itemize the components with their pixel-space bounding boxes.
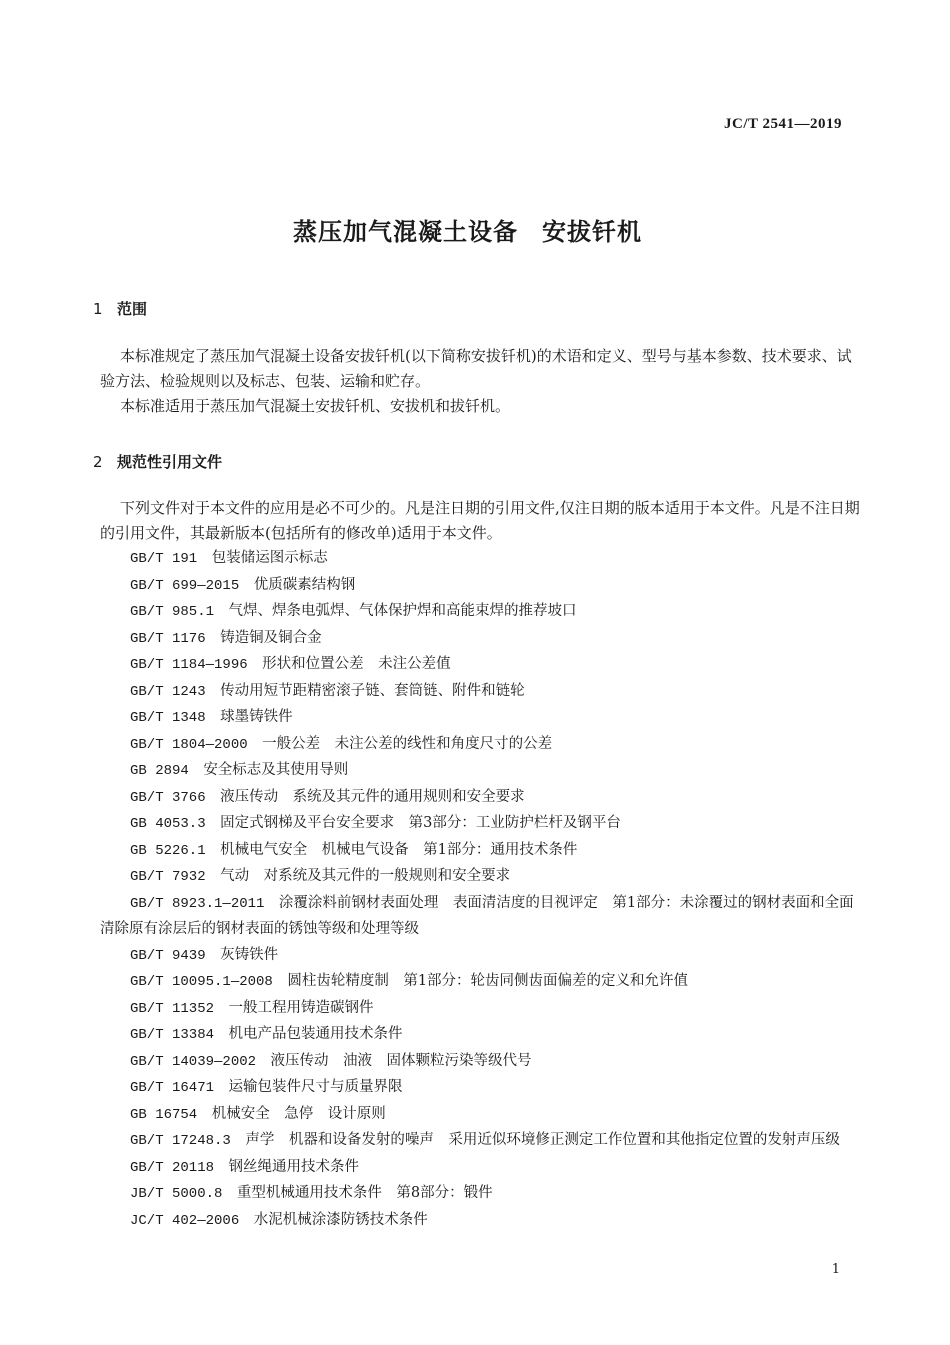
reference-item: [100, 1128, 860, 1155]
reference-code: GB/T 7932: [130, 869, 206, 885]
reference-title: 气焊、焊条电弧焊、气体保护焊和高能束焊的推荐坡口: [228, 603, 577, 619]
reference-code: GB/T 699—2015: [130, 577, 240, 594]
reference-item: [100, 573, 860, 600]
reference-code: GB/T 1184—1996: [130, 657, 248, 673]
reference-code: JC/T 402—2006: [130, 1212, 240, 1229]
reference-code: GB/T 16471: [130, 1080, 215, 1096]
reference-code: GB/T 10095.1—2008: [130, 974, 273, 990]
section-number: 2: [93, 453, 103, 471]
reference-title: 安全标志及其使用导则: [203, 762, 349, 778]
reference-item: [100, 546, 860, 573]
reference-title: 固定式钢梯及平台安全要求 第3部分：工业防护栏杆及钢平台: [220, 815, 621, 831]
reference-item: [100, 811, 860, 838]
reference-item: [100, 1155, 860, 1182]
reference-title: 机械安全 急停 设计原则: [211, 1105, 386, 1122]
reference-item: [100, 599, 860, 626]
reference-item: [100, 1049, 860, 1076]
reference-title: 铸造铜及铜合金: [220, 629, 322, 646]
reference-code: GB/T 1176: [130, 630, 206, 647]
reference-code: GB/T 13384: [130, 1027, 215, 1043]
standard-code: JC/T 2541—2019: [724, 116, 842, 132]
document-title: [0, 212, 935, 247]
reference-item: [100, 891, 860, 943]
reference-code: GB/T 17248.3: [130, 1133, 231, 1149]
reference-code: GB/T 20118: [130, 1159, 215, 1176]
scope-paragraph-2: 本标准适用于蒸压加气混凝土安拔钎机、安拔机和拔钎机。: [120, 397, 511, 415]
reference-item: [100, 652, 860, 679]
reference-title: 一般公差 未注公差的线性和角度尺寸的公差: [262, 735, 553, 752]
section-1-heading: [93, 298, 147, 319]
reference-title: 形状和位置公差 未注公差值: [262, 656, 451, 672]
reference-code: GB 2894: [130, 763, 189, 779]
references-intro: 下列文件对于本文件的应用是必不可少的。凡是注日期的引用文件,仅注日期的版本适用于本文件。凡是不注日期的引用文件，其最新版本(包括所有的修改单)适用于本文件。: [100, 499, 860, 542]
reference-title: 圆柱齿轮精度制 第1部分：轮齿同侧齿面偏差的定义和允许值: [287, 973, 689, 989]
reference-code: GB 5226.1: [130, 842, 206, 859]
reference-item: [100, 1181, 860, 1208]
reference-item: [100, 1102, 860, 1129]
reference-title: 重型机械通用技术条件 第8部分：锻件: [236, 1185, 493, 1201]
reference-code: GB/T 1348: [130, 710, 206, 726]
reference-title: 液压传动 油液 固体颗粒污染等级代号: [270, 1052, 532, 1069]
reference-code: GB 16754: [130, 1106, 198, 1123]
reference-title: 球墨铸铁件: [220, 709, 293, 725]
reference-item: [100, 1022, 860, 1049]
reference-item: [100, 758, 860, 785]
reference-code: GB/T 8923.1—2011: [130, 895, 265, 912]
reference-code: GB/T 14039—2002: [130, 1053, 257, 1070]
reference-title: 液压传动 系统及其元件的通用规则和安全要求: [220, 788, 525, 805]
reference-item: [100, 864, 860, 891]
reference-title: 运输包装件尺寸与质量界限: [228, 1079, 403, 1095]
reference-code: GB/T 9439: [130, 947, 206, 964]
reference-code: GB/T 3766: [130, 789, 206, 806]
section-2-heading: [93, 451, 222, 472]
reference-title: 优质碳素结构钢: [253, 576, 356, 593]
section-title: 规范性引用文件: [117, 453, 223, 471]
reference-title: 机电产品包装通用技术条件: [228, 1026, 403, 1042]
title-part2: 安拔钎机: [542, 218, 642, 246]
reference-title: 气动 对系统及其元件的一般规则和安全要求: [220, 868, 511, 884]
reference-item: [100, 996, 860, 1023]
reference-title: 水泥机械涂漆防锈技术条件: [253, 1211, 428, 1228]
reference-code: GB 4053.3: [130, 816, 206, 832]
title-part1: 蒸压加气混凝土设备: [293, 218, 518, 246]
reference-title: 传动用短节距精密滚子链、套筒链、附件和链轮: [220, 682, 525, 699]
reference-item: [100, 705, 860, 732]
reference-code: GB/T 985.1: [130, 604, 215, 620]
reference-item: [100, 1075, 860, 1102]
reference-title: 钢丝绳通用技术条件: [228, 1158, 360, 1175]
reference-item: [100, 838, 860, 865]
reference-code: GB/T 11352: [130, 1000, 215, 1017]
reference-item: [100, 626, 860, 653]
reference-title: 包装储运图示标志: [211, 550, 328, 566]
page-number: 1: [831, 1262, 840, 1277]
reference-title: 机械电气安全 机械电气设备 第1部分：通用技术条件: [220, 841, 578, 858]
reference-title: 灰铸铁件: [220, 946, 279, 963]
reference-code: GB/T 191: [130, 551, 198, 567]
reference-item: [100, 732, 860, 759]
reference-code: JB/T 5000.8: [130, 1186, 223, 1202]
reference-item: [100, 1208, 860, 1235]
reference-item: [100, 943, 860, 970]
reference-list: [100, 546, 860, 1234]
reference-title: 涂覆涂料前钢材表面处理 表面清洁度的目视评定 第1部分：未涂覆过的钢材表面和全面清除原有涂层后的钢材表面的锈蚀等级和处理等级: [100, 894, 854, 937]
scope-paragraph-1: 本标准规定了蒸压加气混凝土设备安拔钎机(以下简称安拔钎机)的术语和定义、型号与基本参数、技术要求、试验方法、检验规则以及标志、包装、运输和贮存。: [100, 347, 852, 390]
reference-title: 一般工程用铸造碳钢件: [228, 999, 374, 1016]
section-number: 1: [93, 300, 103, 318]
reference-item: [100, 679, 860, 706]
reference-title: 声学 机器和设备发射的噪声 采用近似环境修正测定工作位置和其他指定位置的发射声压级: [245, 1132, 840, 1148]
reference-item: [100, 785, 860, 812]
section-title: 范围: [117, 300, 148, 318]
reference-item: [100, 969, 860, 996]
reference-code: GB/T 1243: [130, 683, 206, 700]
reference-code: GB/T 1804—2000: [130, 736, 248, 753]
